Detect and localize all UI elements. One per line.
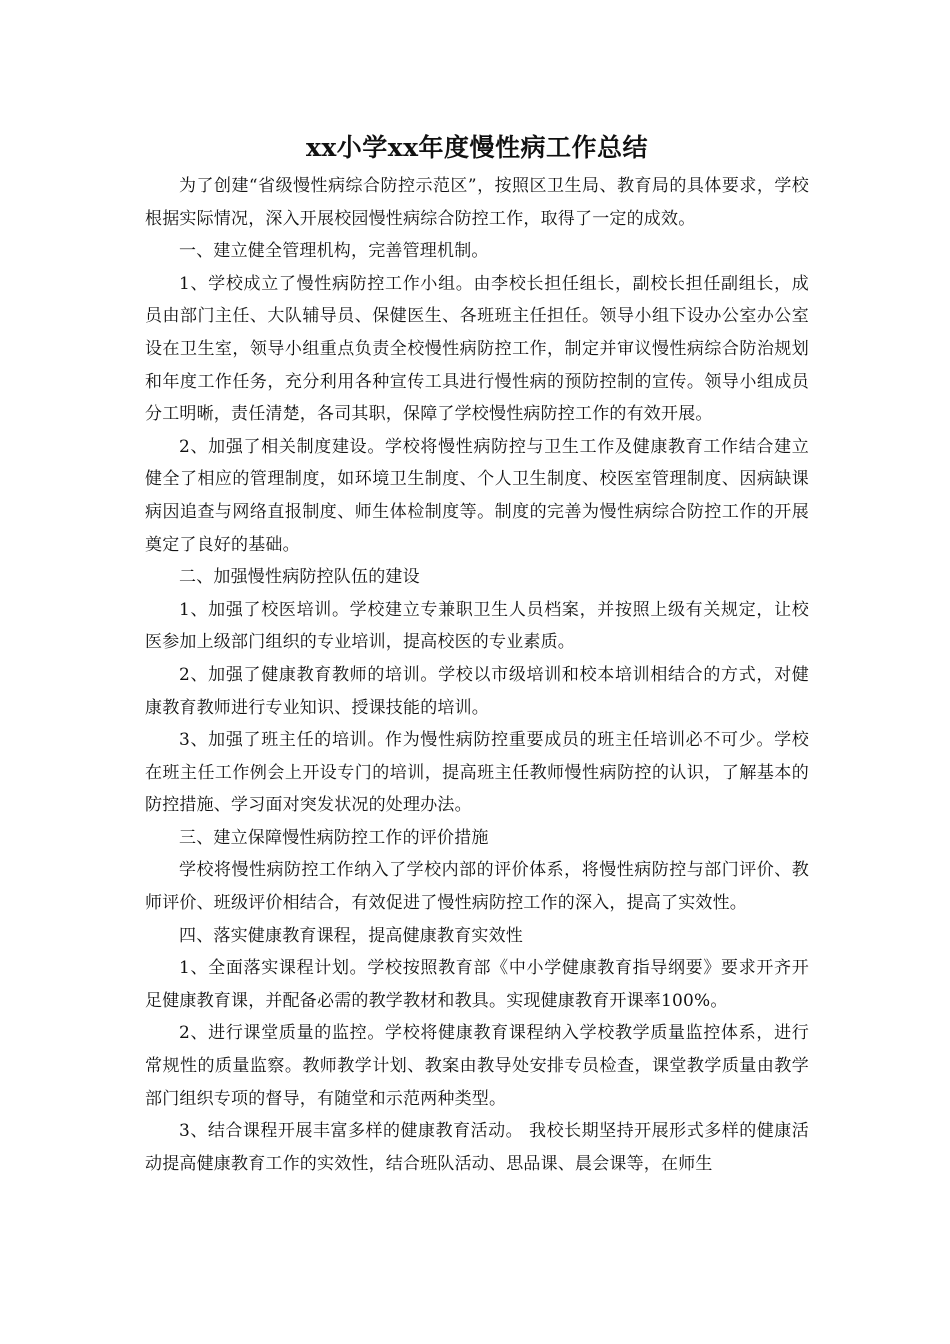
paragraph-4-2: 2、进行课堂质量的监控。学校将健康教育课程纳入学校教学质量监控体系，进行常规性的质量监察。教师教学计划、教案由教导处安排专员检查，课堂教学质量由教学部门组织专项的督导，有随堂和示范两种类型。 xyxy=(145,1023,809,1109)
section-heading-4: 四、落实健康教育课程，提高健康教育实效性 xyxy=(179,925,523,946)
section-heading-2: 二、加强慢性病防控队伍的建设 xyxy=(179,567,420,588)
paragraph-intro: 为了创建“省级慢性病综合防控示范区”，按照区卫生局、教育局的具体要求，学校根据实际情况，深入开展校园慢性病综合防控工作，取得了一定的成效。 xyxy=(145,176,809,229)
paragraph-2-2: 2、加强了健康教育教师的培训。学校以市级培训和校本培训相结合的方式，对健康教育教师进行专业知识、授课技能的培训。 xyxy=(145,664,809,718)
document-title: xx小学xx年度慢性病工作总结 xyxy=(305,133,649,162)
section-heading-1: 一、建立健全管理机构，完善管理机制。 xyxy=(179,241,489,262)
paragraph-4-3: 3、结合课程开展丰富多样的健康教育活动。 我校长期坚持开展形式多样的健康活动提高健康教育工作的实效性，结合班队活动、思品课、晨会课等，在师生 xyxy=(145,1121,809,1174)
paragraph-2-3: 3、加强了班主任的培训。作为慢性病防控重要成员的班主任培训必不可少。学校在班主任工作例会上开设专门的培训，提高班主任教师慢性病防控的认识，了解基本的防控措施、学习面对突发状况的处理办法。 xyxy=(145,730,809,816)
document-page xyxy=(145,128,809,1180)
paragraph-2-1: 1、加强了校医培训。学校建立专兼职卫生人员档案，并按照上级有关规定，让校医参加上级部门组织的专业培训，提高校医的专业素质。 xyxy=(145,599,809,653)
paragraph-1-1: 1、学校成立了慢性病防控工作小组。由李校长担任组长，副校长担任副组长，成员由部门主任、大队辅导员、保健医生、各班班主任担任。领导小组下设办公室办公室设在卫生室，领导小组重点负责全校慢性病防控工作，制定并审议慢性病综合防治规划和年度工作任务，充分利用各种宣传工具进行慢性病的预防控制的宣传。领导小组成员分工明晰，责任清楚，各司其职，保障了学校慢性病防控工作的有效开展。 xyxy=(145,273,809,425)
paragraph-3-1: 学校将慢性病防控工作纳入了学校内部的评价体系，将慢性病防控与部门评价、教师评价、班级评价相结合，有效促进了慢性病防控工作的深入，提高了实效性。 xyxy=(145,860,809,914)
paragraph-1-2: 2、加强了相关制度建设。学校将慢性病防控与卫生工作及健康教育工作结合建立健全了相应的管理制度，如环境卫生制度、个人卫生制度、校医室管理制度、因病缺课病因追查与网络直报制度、师生体检制度等。制度的完善为慢性病综合防控工作的开展奠定了良好的基础。 xyxy=(145,436,809,555)
paragraph-4-1: 1、全面落实课程计划。学校按照教育部《中小学健康教育指导纲要》要求开齐开足健康教育课，并配备必需的教学教材和教具。实现健康教育开课率100%。 xyxy=(145,958,809,1011)
section-heading-3: 三、建立保障慢性病防控工作的评价措施 xyxy=(179,827,489,848)
